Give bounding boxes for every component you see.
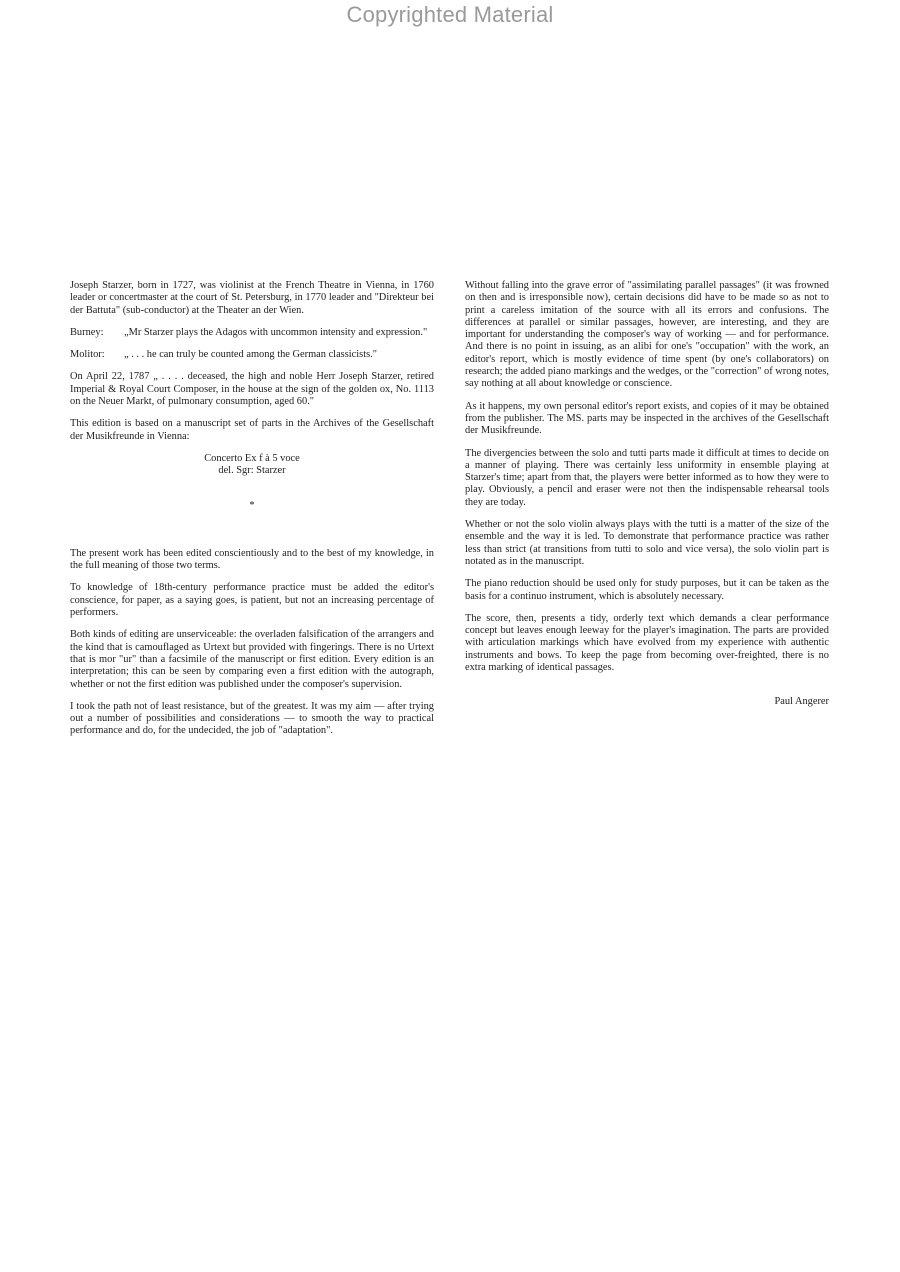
- body-paragraph: I took the path not of least resistance, but of the greatest. It was my aim — after trying out a number of possibilities and considerations — to smooth the way to practical performance and do, for the undecided, the job of "adaptation".: [70, 700, 434, 737]
- right-column: [465, 280, 829, 709]
- death-paragraph: On April 22, 1787 „ . . . . deceased, the high and noble Herr Joseph Starzer, retired Imperial & Royal Court Composer, in the house at the sign of the golden ox, No. 1113 on the Neuer Markt, of pulmonary consumption, aged 60.": [70, 371, 434, 408]
- concerto-title: [70, 453, 434, 478]
- source-paragraph: This edition is based on a manuscript set of parts in the Archives of the Gesellschaft der Musikfreunde in Vienna:: [70, 418, 434, 442]
- quote-author: Molitor:: [70, 349, 105, 361]
- body-paragraph: As it happens, my own personal editor's report exists, and copies of it may be obtained from the publisher. The MS. parts may be inspected in the archives of the Gesellschaft der Musikfreunde.: [465, 400, 829, 437]
- quote-text: „ . . . he can truly be counted among the German classicists.": [124, 349, 377, 361]
- quote-text: „Mr Starzer plays the Adagos with uncommon intensity and expression.": [124, 326, 428, 338]
- concerto-title-line: del. Sgr: Starzer: [218, 465, 286, 477]
- left-column: [70, 280, 434, 748]
- author-signature: Paul Angerer: [774, 696, 829, 708]
- body-paragraph: The piano reduction should be used only for study purposes, but it can be taken as the basis for a continuo instrument, which is absolutely necessary.: [465, 578, 829, 602]
- body-paragraph: Both kinds of editing are unserviceable: the overladen falsification of the arrangers and the kind that is camouflaged as Urtext but provided with fingerings. There is no Urtext that is mor "ur" than a facsimile of the manuscript or first edition. Every edition is an interpretation; this can be seen by comparing even a first edition with the autograph, whether or not the first edition was published under the composer's supervision.: [70, 629, 434, 690]
- molitor-quote: [70, 349, 434, 361]
- body-paragraph: To knowledge of 18th-century performance practice must be added the editor's conscience, for paper, as a saying goes, is patient, but not an increasing percentage of performers.: [70, 582, 434, 619]
- burney-quote: [70, 327, 434, 339]
- copyright-watermark: Copyrighted Material: [346, 2, 554, 27]
- section-separator: *: [249, 499, 255, 511]
- body-paragraph: Whether or not the solo violin always plays with the tutti is a matter of the size of the ensemble and the way it is led. To demonstrate that performance practice was rather less than strict (at transitions from tutti to solo and vice versa), the solo violin part is notated as in the manuscript.: [465, 519, 829, 567]
- body-paragraph: Without falling into the grave error of "assimilating parallel passages" (it was frowned on then and is irresponsible now), certain decisions did have to be made so as not to print a careless imitation of the source with all its errors and confusions. The differences at parallel or similar passages, however, are interesting, and they are important for understanding the composer's way of working — and for performance. And there is no point in issuing, as an alibi for one's "occupation" with the work, an editor's report, which is mostly evidence of time spent (by one's collaborators) on research; the added piano markings and the wedges, or the "correction" of wrong notes, say nothing at all about knowledge or conscience.: [465, 280, 829, 390]
- body-paragraph: The present work has been edited conscientiously and to the best of my knowledge, in the full meaning of those two terms.: [70, 547, 434, 572]
- intro-paragraph: Joseph Starzer, born in 1727, was violinist at the French Theatre in Vienna, in 1760 leader or concertmaster at the court of St. Petersburg, in 1770 leader and "Direkteur bei der Battuta" (sub-conductor) at the Theater an der Wien.: [70, 280, 434, 316]
- body-paragraph: The score, then, presents a tidy, orderly text which demands a clear performance concept but leaves enough leeway for the player's imagination. The parts are provided with articulation markings which have evolved from my experience with authentic instruments and bows. To keep the page from becoming over-freighted, there is no extra marking of identical passages.: [465, 612, 829, 674]
- concerto-title-line: Concerto Ex f à 5 voce: [204, 452, 300, 464]
- quote-author: Burney:: [70, 326, 104, 338]
- body-paragraph: The divergencies between the solo and tutti parts made it difficult at times to decide on a manner of playing. There was certainly less uniformity in ensemble playing at Starzer's time; apart from that, the players were better informed as to how they were to play. Obviously, a pencil and eraser were not then the indispensable rehearsal tools they are today.: [465, 447, 829, 508]
